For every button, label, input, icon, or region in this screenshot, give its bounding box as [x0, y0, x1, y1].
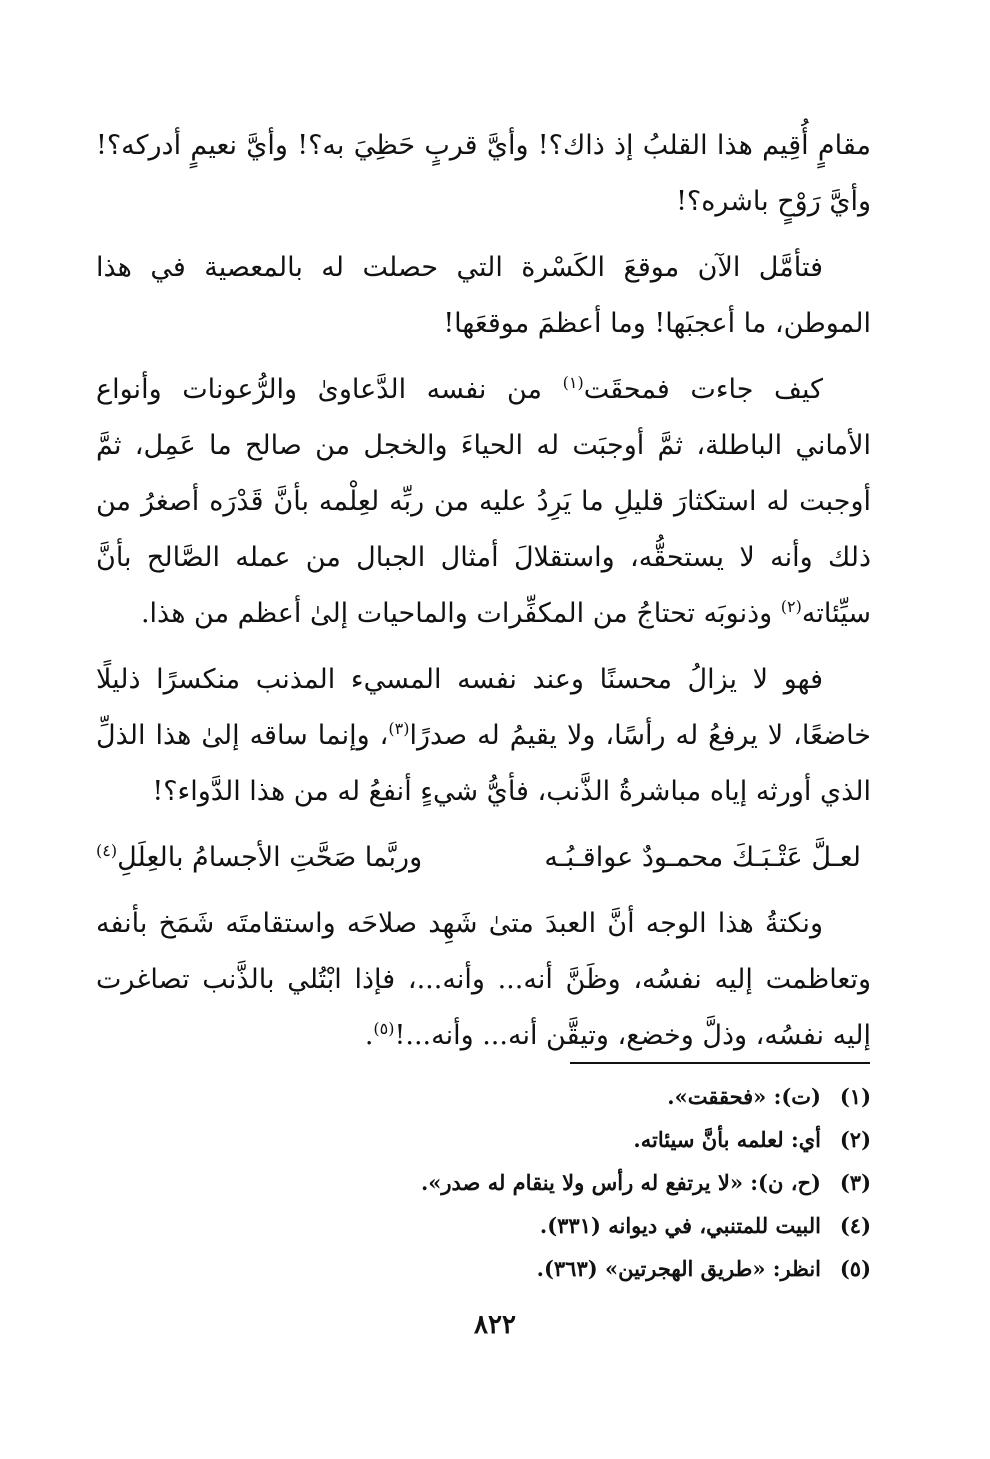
footnote-separator [570, 1062, 870, 1064]
footnote-text: (ح، ن): «لا يرتفع له رأس ولا ينقام له صدر». [420, 1170, 821, 1195]
paragraph-4-text-b: ، وإنما ساقه إلىٰ هذا الذلِّ الذي أورثه إياه مباشرةُ الذَّنب، فأيُّ شيءٍ أنفعُ له من هذا الدَّواء؟! [96, 720, 871, 807]
verse-hemistich-1: لعـلَّ عَتْـبَـكَ محمـودٌ عواقـبُـه [544, 842, 861, 873]
footnote-number: (٣) [839, 1170, 871, 1195]
paragraph-4-text-a: فهو لا يزالُ محسنًا وعند نفسه المسيء المذنب منكسرًا ذليلًا خاضعًا، لا يرفعُ له رأسًا، ولا يقيمُ له صدرًا [96, 664, 871, 751]
footnote-1 [96, 1075, 871, 1118]
footnotes [96, 1075, 871, 1290]
footnote-5 [96, 1247, 871, 1290]
paragraph-3-text-c: وذنوبَه تحتاجُ من المكفِّرات والماحيات إلىٰ أعظم من هذا. [140, 598, 781, 629]
footnote-text: البيت للمتنبي، في ديوانه (٣٣١). [539, 1213, 821, 1238]
footnote-3 [96, 1161, 871, 1204]
footnote-text: أي: لعلمه بأنَّ سيئاته. [633, 1127, 821, 1152]
footnote-text: (ت): «فحققت». [667, 1084, 821, 1109]
footnote-number: (٥) [839, 1256, 871, 1281]
footnote-ref-5: (٥) [373, 1019, 395, 1038]
footnote-number: (٢) [839, 1127, 871, 1152]
footnote-number: (١) [839, 1084, 871, 1109]
paragraph-4 [96, 652, 871, 820]
paragraph-5-end: . [364, 1020, 374, 1051]
paragraph-3-text-a: كيف جاءت فمحقَت [583, 374, 823, 405]
footnote-2 [96, 1118, 871, 1161]
paragraph-3 [96, 362, 871, 642]
paragraph-2 [96, 240, 871, 352]
poetry-verse [96, 830, 871, 886]
paragraph-5 [96, 896, 871, 1064]
footnote-number: (٤) [839, 1213, 871, 1238]
page-number: ٨٢٢ [474, 1310, 516, 1340]
paragraph-1-text: مقامٍ أُقِيم هذا القلبُ إذ ذاك؟! وأيَّ قربٍ حَظِيَ به؟! وأيَّ نعيمٍ أدركه؟! وأيَّ رَوْحٍ باشره؟! [96, 130, 871, 217]
footnote-ref-3: (٣) [388, 719, 410, 738]
paragraph-5-text: ونكتةُ هذا الوجه أنَّ العبدَ متىٰ شَهِد صلاحَه واستقامتَه شَمَخ بأنفه وتعاظمت إليه نفسُه، وظَنَّ أنه... وأنه...، فإذا ابْتُلي بالذَّنب تصاغرت إليه نفسُه، وذلَّ وخضع، وتيقَّن أنه... وأنه...! [96, 908, 871, 1051]
paragraph-2-text: فتأمَّل الآن موقعَ الكَسْرة التي حصلت له بالمعصية في هذا الموطن، ما أعجبَها! وما أعظمَ موقعَها! [96, 252, 871, 339]
footnote-ref-2: (٢) [780, 597, 802, 616]
footnote-ref-4: (٤) [96, 841, 118, 860]
footnote-4 [96, 1204, 871, 1247]
footnote-ref-1: (١) [562, 373, 584, 392]
paragraph-3-text-b: من نفسه الدَّعاوىٰ والرُّعونات وأنواع الأماني الباطلة، ثمَّ أوجبَت له الحياءَ والخجل من صالح ما عَمِل، ثمَّ أوجبت له استكثارَ قليلِ ما يَرِدُ عليه من ربِّه لعِلْمه بأنَّ قَدْرَه أصغرُ من ذلك وأنه لا يستحقُّه، واستقلالَ أمثال الجبال من عمله الصَّالح بأنَّ سيِّئاته [96, 374, 871, 629]
footnote-text: انظر: «طريق الهجرتين» (٣٦٣). [536, 1256, 821, 1281]
paragraph-1 [96, 118, 871, 230]
verse-hemistich-2: وربَّما صَحَّتِ الأجسامُ بالعِلَلِ [117, 842, 423, 873]
main-text [96, 118, 871, 1074]
verse-hemistich-2-wrap [96, 830, 422, 886]
